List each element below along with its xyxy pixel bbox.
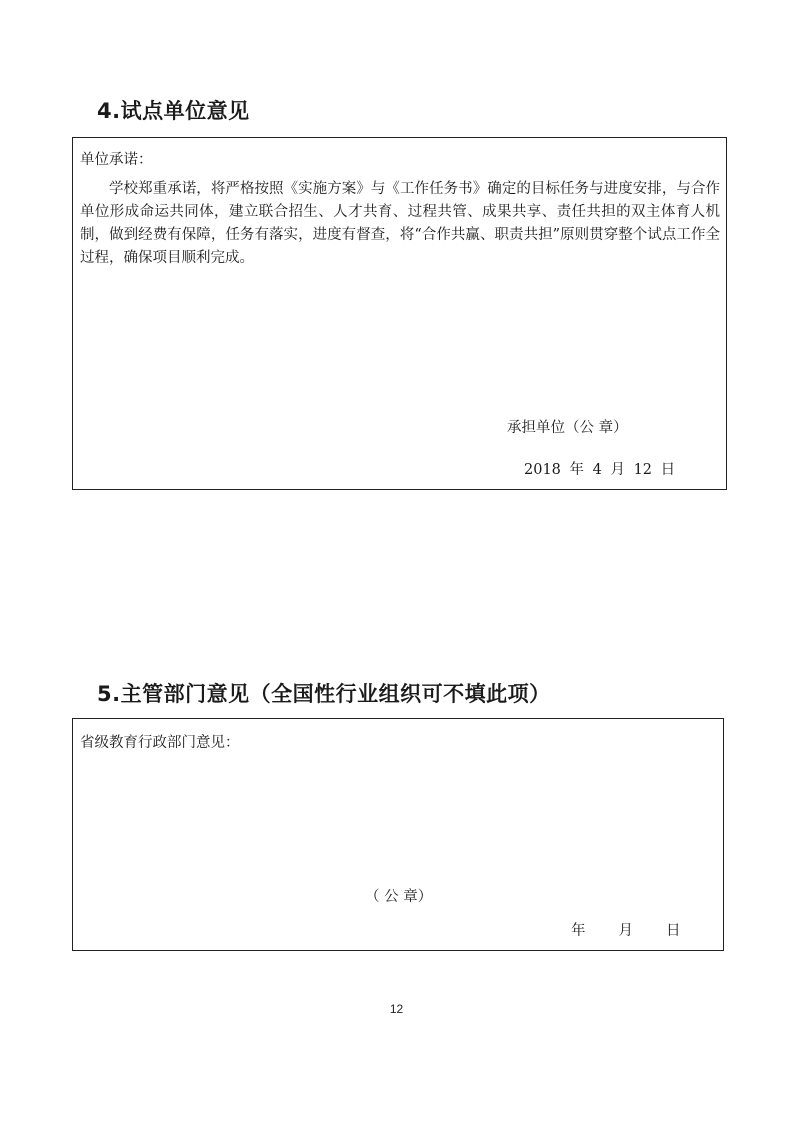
pilot-unit-opinion-box (72, 137, 727, 490)
provincial-dept-opinion-label: 省级教育行政部门意见： (80, 735, 240, 751)
unit-commitment-label: 单位承诺： (80, 152, 153, 168)
date-day: 12 (633, 462, 653, 478)
date-year-unit: 年 (571, 923, 586, 939)
date-year: 2018 (524, 462, 561, 478)
date-year-unit: 年 (569, 462, 585, 478)
undertaking-unit-seal-label: 承担单位（公 章） (507, 420, 628, 436)
date-day-unit: 日 (660, 462, 676, 478)
supervising-department-opinion-box (72, 718, 724, 951)
date-month-unit: 月 (618, 923, 633, 939)
date-month: 4 (592, 462, 602, 478)
page-number: 12 (389, 1002, 404, 1016)
commitment-text: 学校郑重承诺，将严格按照《实施方案》与《工作任务书》确定的目标任务与进度安排，与合作单位形成命运共同体，建立联合招生、人才共育、过程共管、成果共享、责任共担的双主体育人机制，做到经费有保障，任务有落实，进度有督查，将“合作共赢、职责共担”原则贯穿整个试点工作全过程，确保项目顺利完成。 (80, 181, 720, 266)
official-seal-label: （ 公 章） (365, 889, 433, 905)
signature-date (524, 458, 675, 479)
section4-heading: 4.试点单位意见 (97, 99, 250, 123)
date-month-unit: 月 (610, 462, 625, 478)
date-day-unit: 日 (666, 923, 681, 939)
section5-heading: 5.主管部门意见（全国性行业组织可不填此项） (97, 682, 551, 706)
blank-date-line (571, 919, 681, 940)
